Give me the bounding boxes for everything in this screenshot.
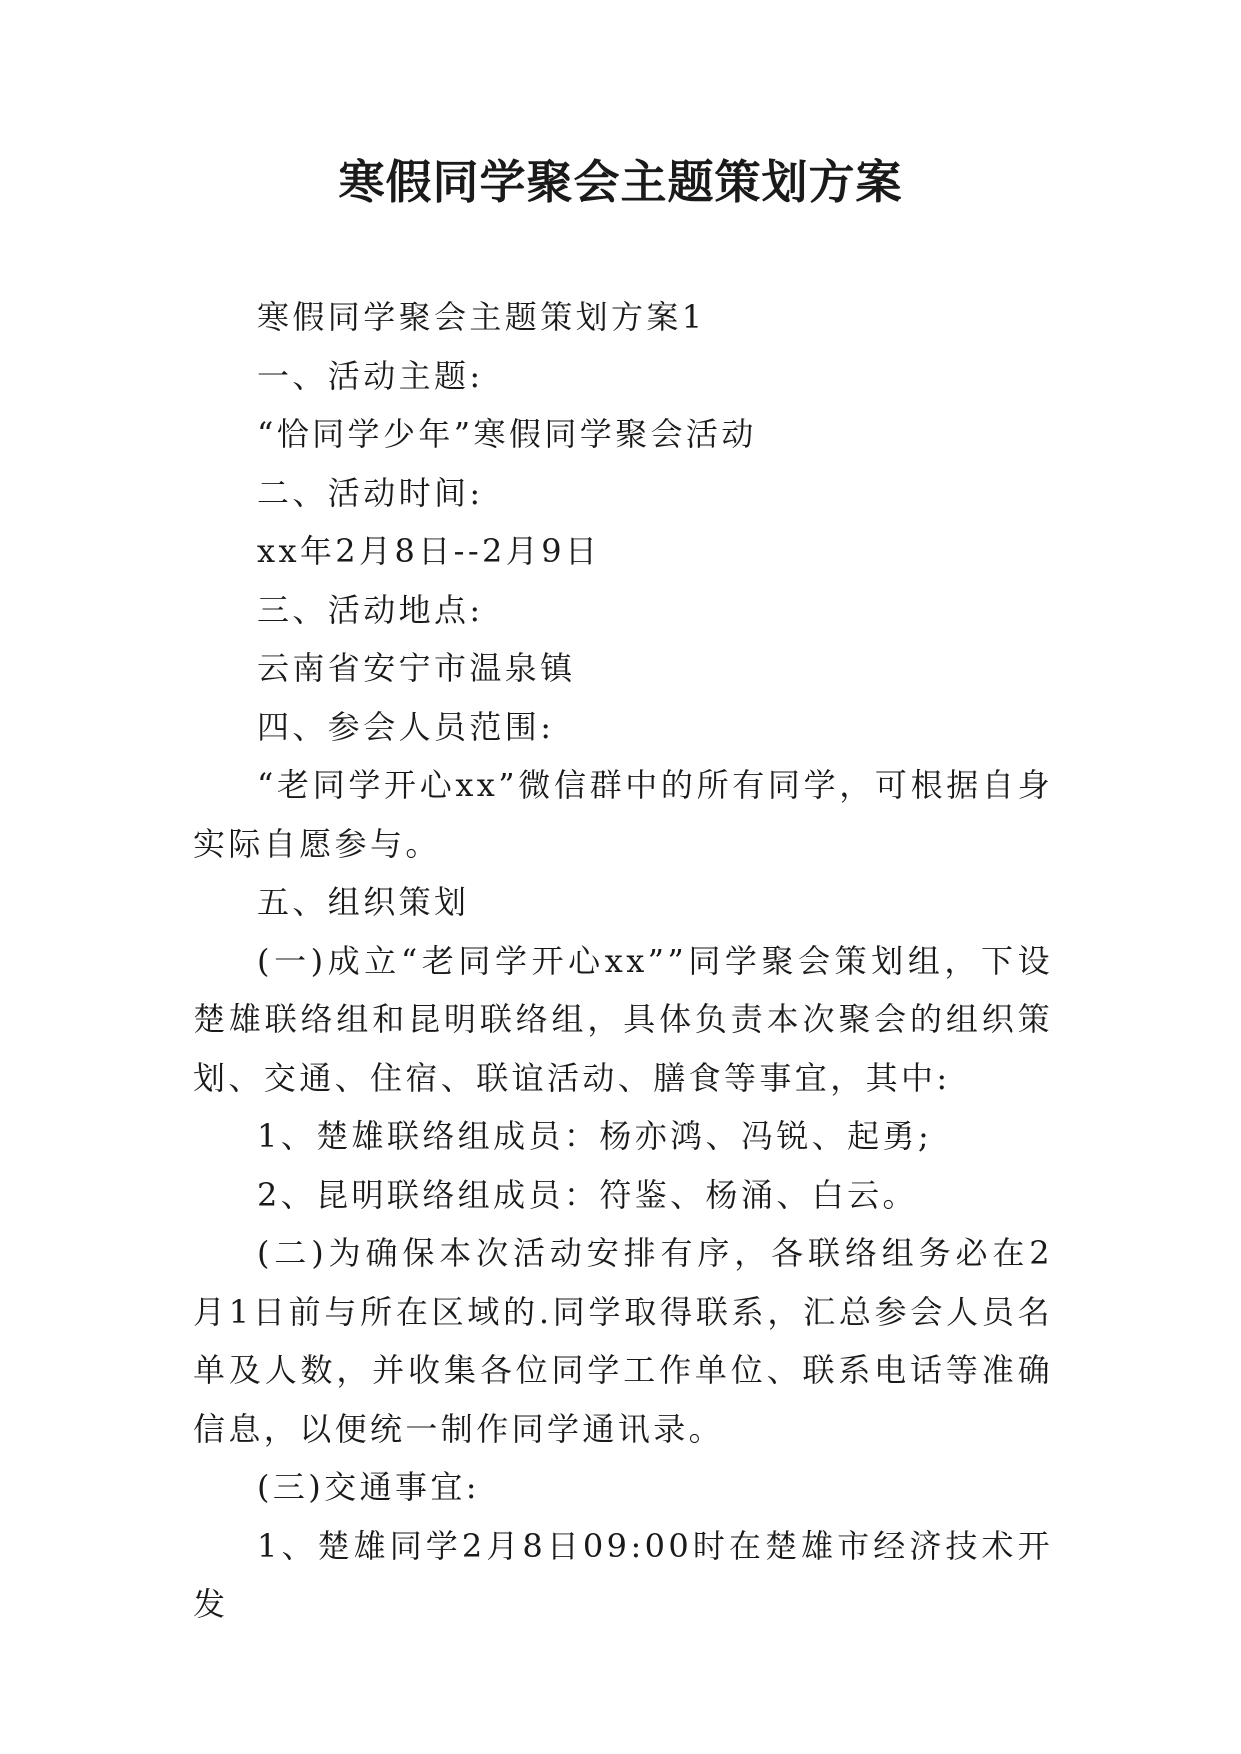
paragraph-transport-1: 1、楚雄同学2月8日09:00时在楚雄市经济技术开发 [193,1526,1053,1623]
paragraph-transport-heading: (三)交通事宜: [257,1468,480,1506]
paragraph-participants: “老同学开心xx”微信群中的所有同学，可根据自身实际自愿参与。 [193,766,1053,863]
paragraph-date: xx年2月8日--2月9日 [257,532,601,570]
paragraph-theme: “恰同学少年”寒假同学聚会活动 [257,415,757,453]
paragraph-kunming-group: 2、昆明联络组成员：符鉴、杨涌、白云。 [257,1175,918,1214]
paragraph-section-5-heading: 五、组织策划 [257,883,470,921]
paragraph-section-3-heading: 三、活动地点: [257,590,484,629]
paragraph-section-4-heading: 四、参会人员范围: [257,707,555,746]
document-title: 寒假同学聚会主题策划方案 [338,155,903,209]
paragraph-organization-1: (一)成立“老同学开心xx””同学聚会策划组，下设楚雄联络组和昆明联络组，具体负责本次聚会的组织策划、交通、住宿、联谊活动、膳食等事宜，其中: [193,941,1053,1097]
paragraph-chuxiong-group: 1、楚雄联络组成员：杨亦鸿、冯锐、起勇; [257,1117,933,1155]
paragraph-organization-2: (二)为确保本次活动安排有序，各联络组务必在2月1日前与所在区域的.同学取得联系，汇总参会人员名单及人数，并收集各位同学工作单位、联系电话等准确信息，以便统一制作同学通讯录。 [193,1234,1053,1448]
paragraph-subtitle: 寒假同学聚会主题策划方案1 [257,298,706,336]
paragraph-section-2-heading: 二、活动时间: [257,473,484,512]
paragraph-section-1-heading: 一、活动主题: [257,356,484,395]
document-body [193,288,1053,1634]
paragraph-location: 云南省安宁市温泉镇 [257,649,576,687]
